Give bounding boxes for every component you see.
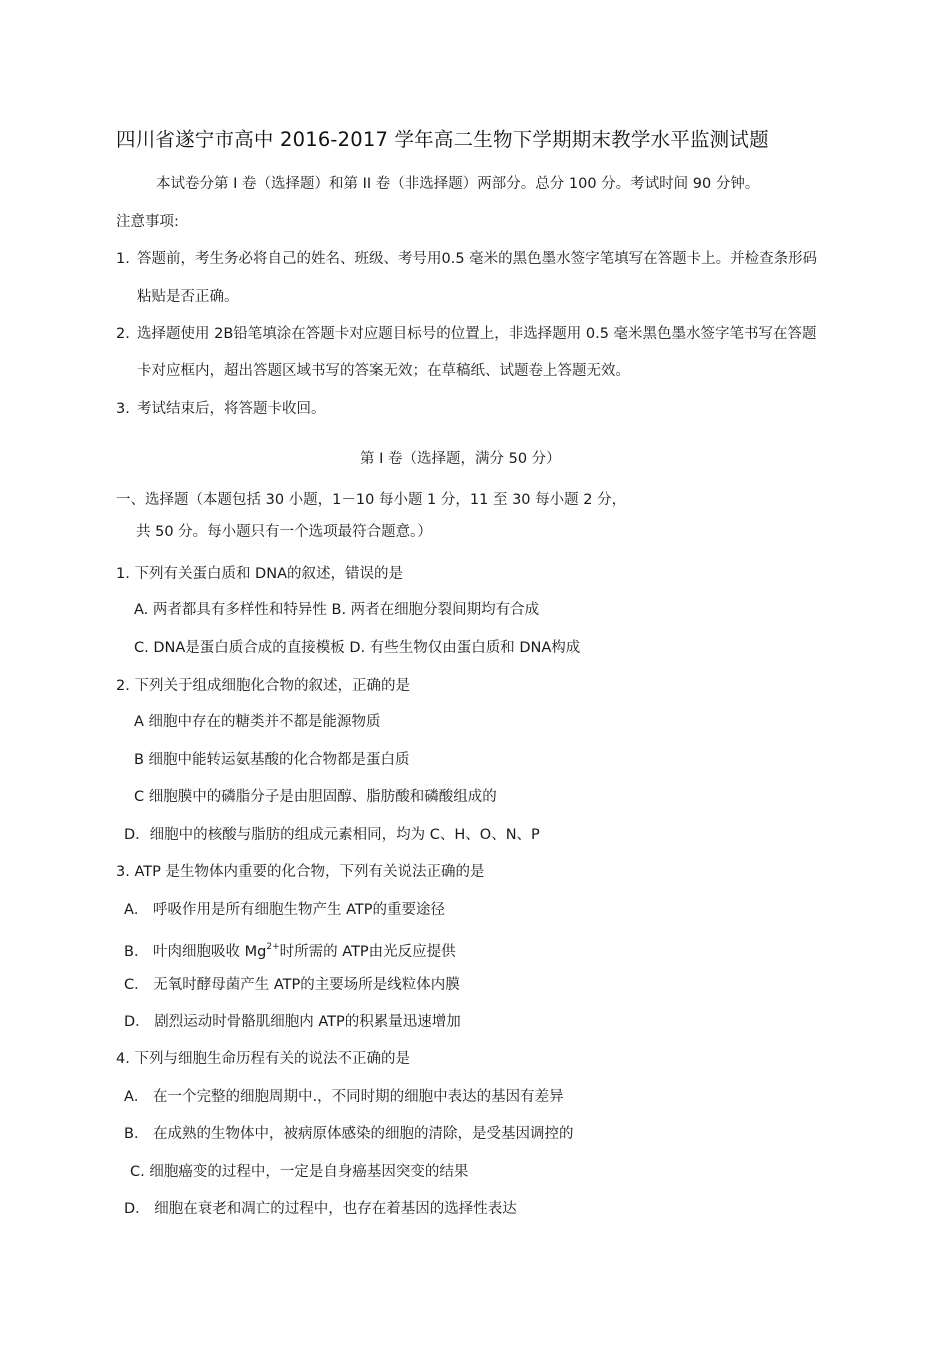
notice-3-text: 考试结束后，将答题卡收回。 (137, 401, 326, 417)
document-title: 四川省遂宁市高中 2016-2017 学年高二生物下学期期末教学水平监测试题 (116, 128, 769, 151)
question-4-option-b: B． 在成熟的生物体中，被病原体感染的细胞的清除，是受基因调控的 (124, 1126, 574, 1142)
question-3-option-c: C． 无氧时酵母菌产生 ATP的主要场所是线粒体内膜 (124, 977, 460, 993)
notice-heading: 注意事项: (116, 214, 179, 230)
notice-2-text-cont: 卡对应框内，超出答题区域书写的答案无效；在草稿纸、试题卷上答题无效。 (137, 363, 630, 379)
notice-2-text: 选择题使用 2B铅笔填涂在答题卡对应题目标号的位置上，非选择题用 0.5 毫米黑色墨水签字笔书写在答题 (137, 326, 817, 342)
question-3-stem: 3. ATP 是生物体内重要的化合物，下列有关说法正确的是 (116, 864, 485, 880)
question-1-options-ab: A. 两者都具有多样性和特异性 B. 两者在细胞分裂间期均有合成 (134, 602, 540, 618)
question-2-option-c: C 细胞膜中的磷脂分子是由胆固醇、脂肪酸和磷酸组成的 (134, 789, 497, 805)
question-2-stem: 2. 下列关于组成细胞化合物的叙述，正确的是 (116, 678, 410, 694)
part-heading: 一、选择题（本题包括 30 小题，1－10 每小题 1 分，11 至 30 每小题 2 分， (116, 492, 627, 508)
question-2-option-a: A 细胞中存在的糖类并不都是能源物质 (134, 714, 381, 730)
question-3-option-a: A． 呼吸作用是所有细胞生物产生 ATP的重要途径 (124, 902, 446, 918)
question-4-option-d: D． 细胞在衰老和凋亡的过程中，也存在着基因的选择性表达 (124, 1201, 517, 1217)
part-heading-cont: 共 50 分。每小题只有一个选项最符合题意。） (136, 524, 432, 540)
question-3-option-d: D． 剧烈运动时骨骼肌细胞内 ATP的积累量迅速增加 (124, 1014, 461, 1030)
intro-paragraph: 本试卷分第 I 卷（选择题）和第 II 卷（非选择题）两部分。总分 100 分。考试时间 90 分钟。 (156, 176, 760, 192)
notice-3-number: 3. (116, 401, 130, 417)
question-3-option-b-text: B． 叶肉细胞吸收 Mg (124, 944, 267, 960)
notice-1-text: 答题前，考生务必将自己的姓名、班级、考号用0.5 毫米的黑色墨水签字笔填写在答题卡上。并检查条形码 (137, 251, 818, 267)
section-title: 第 I 卷（选择题，满分 50 分） (360, 451, 561, 467)
question-4-stem: 4. 下列与细胞生命历程有关的说法不正确的是 (116, 1051, 410, 1067)
question-1-stem: 1. 下列有关蛋白质和 DNA的叙述，错误的是 (116, 566, 403, 582)
question-4-option-a: A． 在一个完整的细胞周期中.，不同时期的细胞中表达的基因有差异 (124, 1089, 564, 1105)
notice-1-number: 1. (116, 251, 130, 267)
notice-1-text-cont: 粘贴是否正确。 (137, 289, 239, 305)
question-2-option-b: B 细胞中能转运氨基酸的化合物都是蛋白质 (134, 752, 410, 768)
question-4-option-c: C. 细胞癌变的过程中，一定是自身癌基因突变的结果 (130, 1164, 469, 1180)
question-2-option-d: D．细胞中的核酸与脂肪的组成元素相同，均为 C、H、O、N、P (124, 827, 540, 843)
question-3-option-b (124, 937, 456, 962)
notice-2-number: 2. (116, 326, 130, 342)
question-3-option-b-rest: 时所需的 ATP由光反应提供 (279, 944, 456, 960)
superscript-2plus: 2+ (266, 942, 280, 952)
question-1-options-cd: C. DNA是蛋白质合成的直接模板 D. 有些生物仅由蛋白质和 DNA构成 (134, 640, 581, 656)
